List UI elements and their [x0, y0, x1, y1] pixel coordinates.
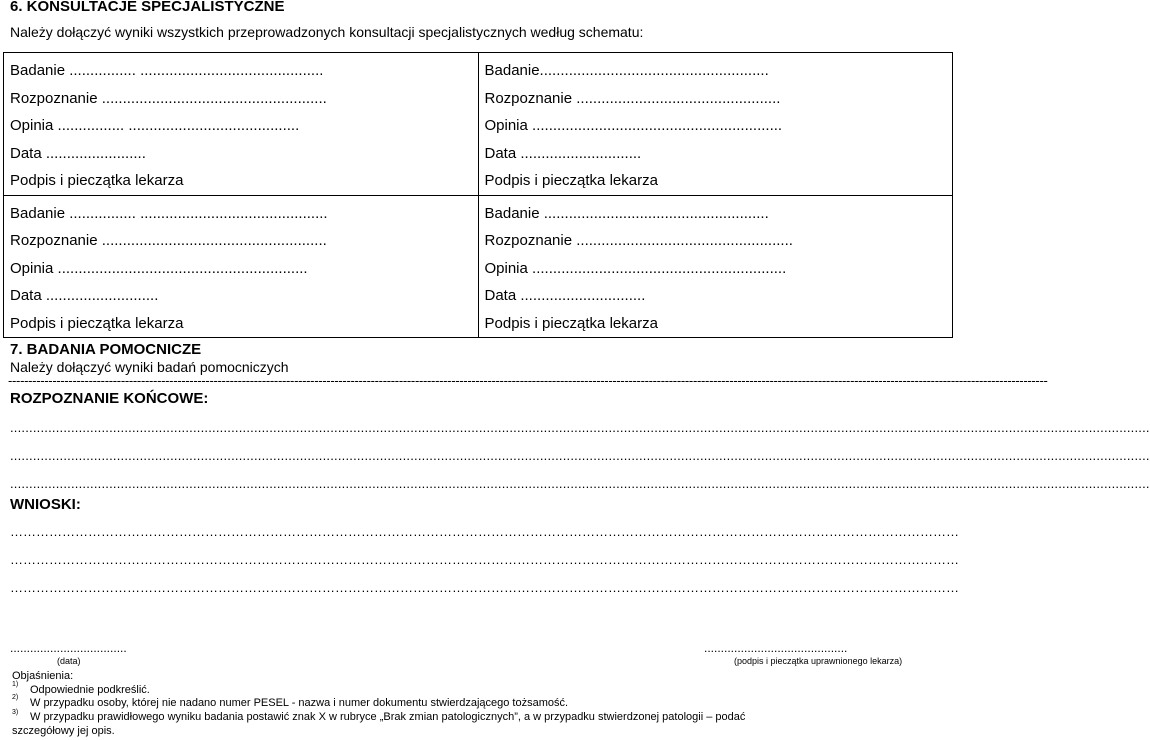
- conclusions-line-1[interactable]: …………………………………………………………………………………………………………………………………………………………………………………………………: [10, 524, 959, 539]
- footnotes-title: Objaśnienia:: [12, 670, 74, 682]
- footnote-3-continuation: szczegółowy jej opis.: [12, 725, 115, 737]
- date-caption: (data): [57, 656, 81, 666]
- badanie-field[interactable]: Badanie.......................................................: [484, 62, 769, 79]
- footnote-1-number: 1): [12, 681, 19, 688]
- badanie-field[interactable]: Badanie ................ ............................................: [10, 62, 324, 79]
- data-field[interactable]: Data ...........................: [10, 287, 159, 304]
- podpis-label: Podpis i pieczątka lekarza: [484, 314, 658, 332]
- podpis-label: Podpis i pieczątka lekarza: [484, 172, 658, 189]
- section-7-intro: Należy dołączyć wyniki badań pomocniczych: [10, 359, 289, 375]
- conclusions-heading: WNIOSKI:: [10, 496, 81, 513]
- footnote-3-number: 3): [12, 709, 19, 716]
- consultation-block-1: [4, 53, 479, 196]
- footnote-2-text: W przypadku osoby, której nie nadano numer PESEL - nazwa i numer dokumentu stwierdzającego tożsamość.: [30, 697, 569, 709]
- doctor-signature-caption: (podpis i pieczątka uprawnionego lekarza): [734, 656, 903, 666]
- consultation-block-3: [4, 195, 479, 338]
- final-diagnosis-heading: ROZPOZNANIE KOŃCOWE:: [10, 390, 209, 407]
- rozpoznanie-field[interactable]: Rozpoznanie .................................................: [484, 89, 781, 107]
- badanie-field[interactable]: Badanie ................ .............................................: [10, 204, 328, 222]
- rozpoznanie-field[interactable]: Rozpoznanie ......................................................: [10, 89, 327, 107]
- footnote-1-text: Odpowiednie podkreślić.: [30, 684, 150, 696]
- footnote-3-text: W przypadku prawidłowego wyniku badania postawić znak X w rubryce „Brak zmian patologicznych”, a w przypadku stwierdzonej patologii – podać: [30, 711, 746, 723]
- section-6-intro: Należy dołączyć wyniki wszystkich przeprowadzonych konsultacji specjalistycznych według schematu:: [10, 24, 644, 40]
- consultation-block-4: [478, 195, 953, 338]
- conclusions-line-3[interactable]: …………………………………………………………………………………………………………………………………………………………………………………………………: [10, 580, 959, 595]
- opinia-field[interactable]: Opinia ............................................................: [484, 117, 783, 134]
- data-field[interactable]: Data ..............................: [484, 287, 646, 304]
- rozpoznanie-field[interactable]: Rozpoznanie ....................................................: [484, 232, 793, 249]
- podpis-label: Podpis i pieczątka lekarza: [10, 172, 184, 189]
- final-diagnosis-line-1[interactable]: ...........................................................................................................................................................................................................................................................................................................: [10, 420, 1150, 435]
- dashed-separator: ------------------------------------------------------------------------------------------------------------------------------------------------------------------------------------------------------------------------------------------------------------------: [8, 373, 1048, 388]
- final-diagnosis-line-3[interactable]: ...........................................................................................................................................................................................................................................................................................................: [10, 476, 1150, 491]
- section-6-heading: 6. KONSULTACJE SPECJALISTYCZNE: [10, 0, 285, 15]
- opinia-field[interactable]: Opinia .............................................................: [484, 259, 787, 277]
- data-field[interactable]: Data ........................: [10, 144, 146, 162]
- opinia-field[interactable]: Opinia ............................................................: [10, 259, 308, 277]
- badanie-field[interactable]: Badanie ......................................................: [484, 204, 769, 222]
- consultation-block-2: [478, 53, 953, 196]
- conclusions-line-2[interactable]: …………………………………………………………………………………………………………………………………………………………………………………………………: [10, 552, 959, 567]
- footnote-2-number: 2): [12, 694, 19, 701]
- doctor-signature-line[interactable]: ...........................................: [704, 641, 848, 655]
- podpis-label: Podpis i pieczątka lekarza: [10, 314, 184, 332]
- final-diagnosis-line-2[interactable]: ...........................................................................................................................................................................................................................................................................................................: [10, 448, 1150, 463]
- opinia-field[interactable]: Opinia ................ .........................................: [10, 117, 300, 134]
- rozpoznanie-field[interactable]: Rozpoznanie ......................................................: [10, 232, 327, 249]
- data-field[interactable]: Data .............................: [484, 144, 642, 162]
- date-signature-line[interactable]: ...................................: [10, 641, 127, 655]
- section-7-heading: 7. BADANIA POMOCNICZE: [10, 341, 202, 358]
- consultation-table: [3, 52, 953, 338]
